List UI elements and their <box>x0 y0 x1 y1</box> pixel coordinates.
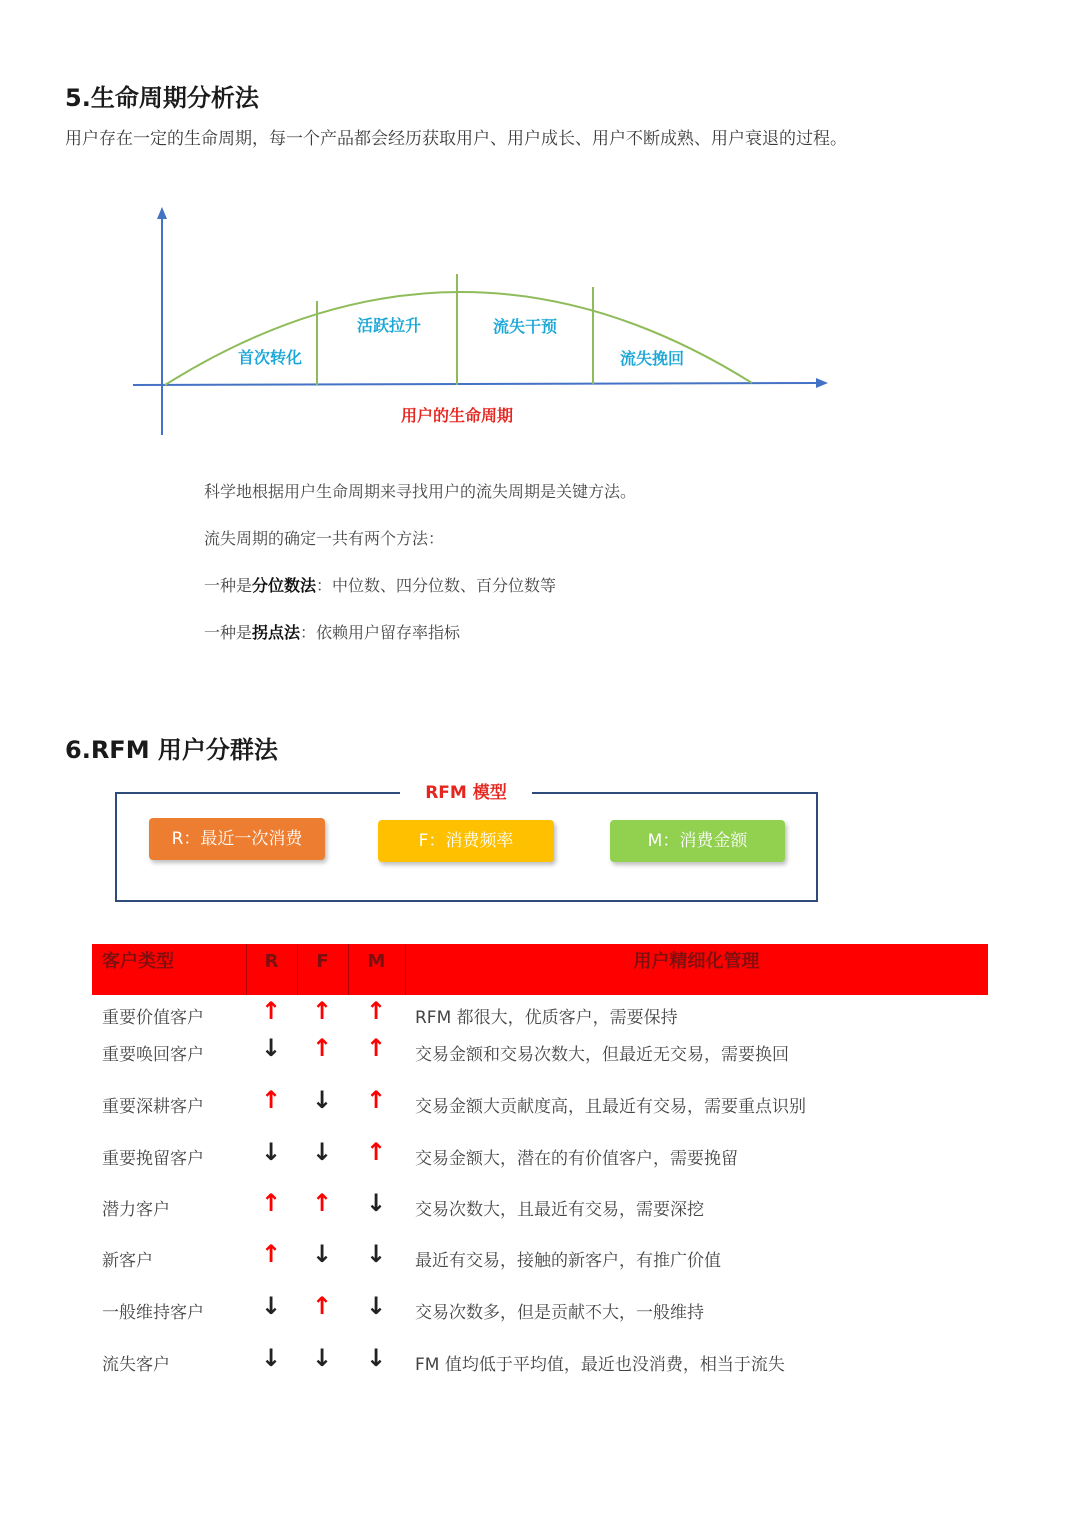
customer-type-cell: 潜力客户 <box>102 1200 170 1220</box>
arrow-down-icon: ↓ <box>261 1292 282 1320</box>
management-desc-cell: 交易次数多，但是贡献不大，一般维持 <box>415 1303 704 1323</box>
header-m: M <box>367 951 386 972</box>
paragraph <box>204 620 460 643</box>
customer-type-cell: 一般维持客户 <box>102 1303 204 1323</box>
management-desc-cell: FM 值均低于平均值，最近也没消费，相当于流失 <box>415 1355 785 1375</box>
diagram-caption: 用户的生命周期 <box>400 406 514 425</box>
header-customer-type: 客户类型 <box>102 951 174 972</box>
arrow-down-icon: ↓ <box>366 1344 387 1372</box>
text: ：依赖用户留存率指标 <box>300 623 461 642</box>
arrow-up-icon: ↑ <box>366 1138 387 1166</box>
bold-term: 分位数法 <box>252 576 317 595</box>
paragraph: 流失周期的确定一共有两个方法： <box>204 529 445 548</box>
arrow-up-icon: ↑ <box>312 1189 333 1217</box>
arrow-down-icon: ↓ <box>312 1344 333 1372</box>
section-5-intro: 用户存在一定的生命周期，每一个产品都会经历获取用户、用户成长、用户不断成熟、用户衰退的过程。 <box>65 129 847 149</box>
arrow-up-icon: ↑ <box>312 1034 333 1062</box>
arrow-up-icon: ↑ <box>261 1086 282 1114</box>
arrow-up-icon: ↑ <box>312 997 333 1025</box>
section-6-heading: 6.RFM 用户分群法 <box>65 736 278 764</box>
arrow-down-icon: ↓ <box>366 1292 387 1320</box>
arrow-down-icon: ↓ <box>261 1344 282 1372</box>
management-desc-cell: 交易金额和交易次数大，但最近无交易，需要换回 <box>415 1045 789 1065</box>
header-management: 用户精细化管理 <box>633 951 760 972</box>
text: 一种是 <box>204 576 253 595</box>
stage-label: 活跃拉升 <box>356 316 422 335</box>
arrow-down-icon: ↓ <box>366 1189 387 1217</box>
arrow-down-icon: ↓ <box>261 1138 282 1166</box>
arrow-down-icon: ↓ <box>312 1086 333 1114</box>
arrow-down-icon: ↓ <box>261 1034 282 1062</box>
customer-type-cell: 新客户 <box>102 1251 153 1271</box>
customer-type-cell: 重要挽留客户 <box>102 1149 204 1169</box>
arrow-up-icon: ↑ <box>261 1189 282 1217</box>
header-f: F <box>316 951 329 972</box>
x-axis <box>133 383 818 385</box>
stage-label: 首次转化 <box>237 348 303 367</box>
management-desc-cell: 最近有交易，接触的新客户，有推广价值 <box>415 1251 721 1271</box>
text: ：中位数、四分位数、百分位数等 <box>316 576 557 595</box>
lifecycle-diagram <box>0 195 900 445</box>
lifecycle-curve <box>165 292 752 385</box>
paragraph: 科学地根据用户生命周期来寻找用户的流失周期是关键方法。 <box>204 482 637 501</box>
arrow-up-icon: ↑ <box>312 1292 333 1320</box>
customer-type-cell: 重要价值客户 <box>102 1008 204 1028</box>
section-5-heading: 5.生命周期分析法 <box>65 84 259 112</box>
rfm-r-pill: R：最近一次消费 <box>149 818 325 860</box>
customer-type-cell: 流失客户 <box>102 1355 170 1375</box>
arrow-up-icon: ↑ <box>261 1240 282 1268</box>
paragraph <box>204 573 556 596</box>
arrow-down-icon: ↓ <box>312 1138 333 1166</box>
text: 一种是 <box>204 623 253 642</box>
arrow-down-icon: ↓ <box>366 1240 387 1268</box>
management-desc-cell: 交易金额大贡献度高，且最近有交易，需要重点识别 <box>415 1097 806 1117</box>
arrow-up-icon: ↑ <box>366 1034 387 1062</box>
rfm-m-pill: M：消费金额 <box>610 820 785 862</box>
management-desc-cell: RFM 都很大，优质客户，需要保持 <box>415 1008 678 1028</box>
stage-label: 流失干预 <box>492 317 558 336</box>
customer-type-cell: 重要深耕客户 <box>102 1097 204 1117</box>
rfm-model-title: RFM 模型 <box>400 778 532 803</box>
arrow-down-icon: ↓ <box>312 1240 333 1268</box>
x-axis-arrow-icon <box>816 378 828 388</box>
management-desc-cell: 交易次数大，且最近有交易，需要深挖 <box>415 1200 704 1220</box>
customer-type-cell: 重要唤回客户 <box>102 1045 204 1065</box>
y-axis-arrow-icon <box>157 207 167 219</box>
bold-term: 拐点法 <box>252 623 301 642</box>
arrow-up-icon: ↑ <box>366 1086 387 1114</box>
arrow-up-icon: ↑ <box>366 997 387 1025</box>
management-desc-cell: 交易金额大，潜在的有价值客户，需要挽留 <box>415 1149 738 1169</box>
arrow-up-icon: ↑ <box>261 997 282 1025</box>
stage-label: 流失挽回 <box>619 349 685 368</box>
header-r: R <box>264 951 279 972</box>
rfm-f-pill: F：消费频率 <box>378 820 554 862</box>
